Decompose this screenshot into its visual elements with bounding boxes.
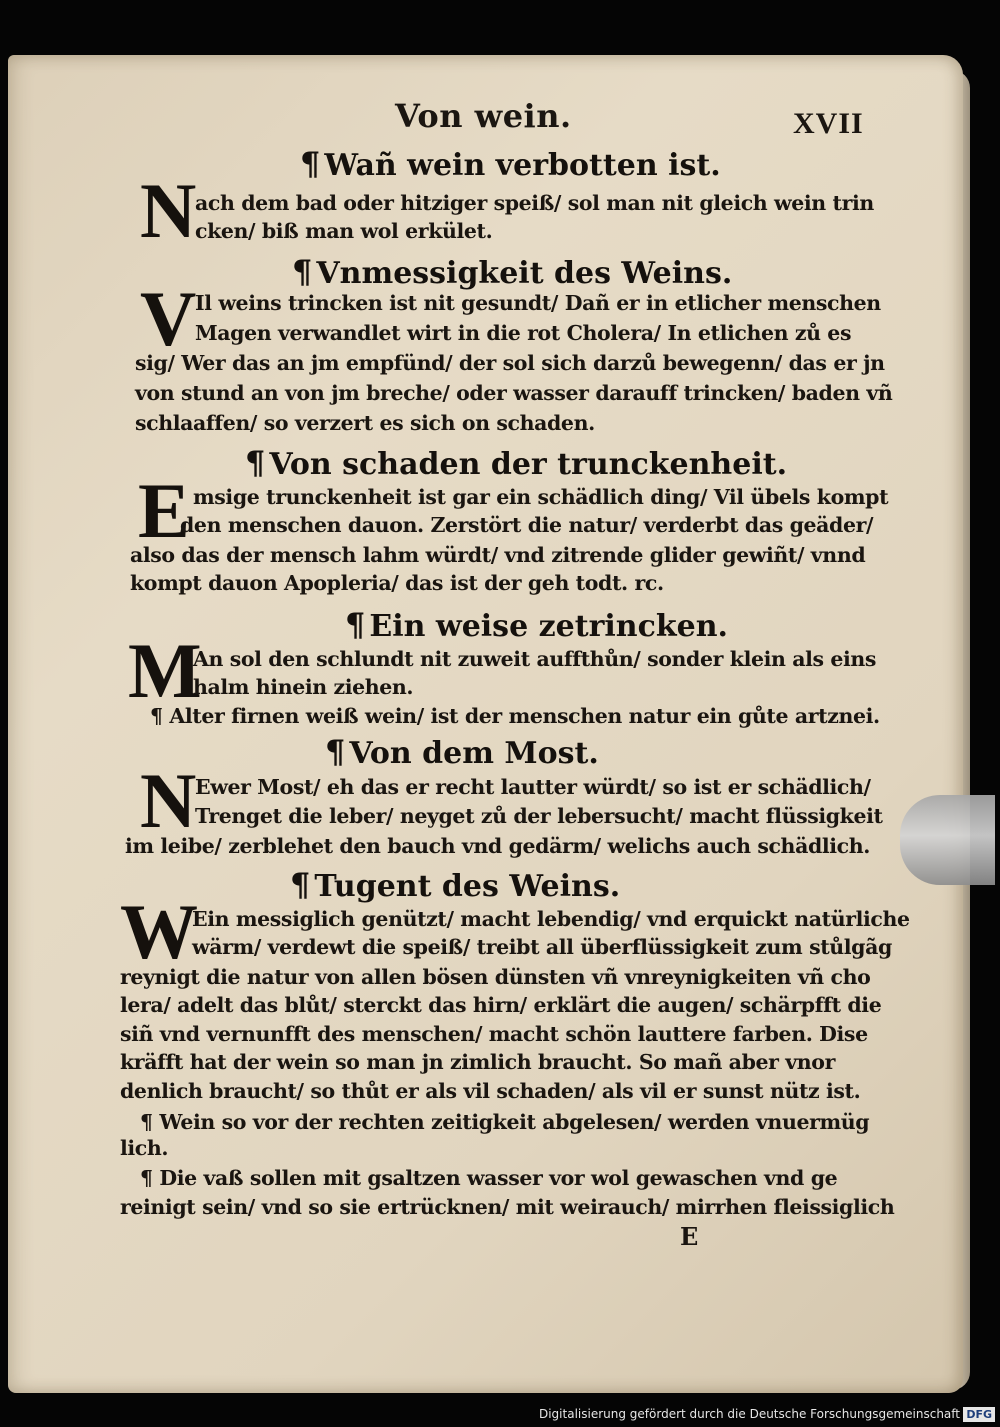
text-line: reinigt sein/ vnd so sie ertrücknen/ mit weirauch/ mirrhen fleissiglich bbox=[120, 1195, 895, 1219]
text-line: schlaaffen/ so verzert es sich on schaden. bbox=[135, 411, 595, 435]
initial-letter: E bbox=[138, 467, 191, 554]
footer-bar bbox=[0, 1401, 1000, 1427]
folio-number: XVII bbox=[793, 107, 864, 140]
pilcrow-icon: ¶ bbox=[325, 733, 346, 771]
text-line: Ewer Most/ eh das er recht lautter würdt/ so ist er schädlich/ bbox=[195, 775, 871, 799]
text-line: denlich braucht/ so thůt er als vil schaden/ als vil er sunst nütz ist. bbox=[120, 1079, 861, 1103]
text-line: ach dem bad oder hitziger speiß/ sol man nit gleich wein trin bbox=[195, 191, 874, 215]
text-line: ¶ Wein so vor der rechten zeitigkeit abgelesen/ werden vnuermüg bbox=[140, 1110, 870, 1134]
pilcrow-icon: ¶ bbox=[290, 866, 311, 904]
initial-letter: V bbox=[140, 275, 197, 362]
text-line: lich. bbox=[120, 1136, 169, 1160]
dfg-logo-icon: DFG bbox=[963, 1407, 995, 1422]
text-line: msige trunckenheit ist gar ein schädlich ding/ Vil übels kompt bbox=[193, 485, 889, 509]
initial-letter: N bbox=[140, 167, 197, 254]
text-line: im leibe/ zerblehet den bauch vnd gedärm/ welichs auch schädlich. bbox=[125, 834, 870, 858]
catchword: E bbox=[680, 1222, 699, 1251]
section-heading: ¶ Vnmessigkeit des Weins. bbox=[292, 253, 733, 291]
text-line: kräfft hat der wein so man jn zimlich braucht. So mañ aber vnor bbox=[120, 1050, 835, 1074]
text-line: halm hinein ziehen. bbox=[193, 675, 414, 699]
text-line: den menschen dauon. Zerstört die natur/ verderbt das geäder/ bbox=[180, 513, 874, 537]
running-head: Von wein. bbox=[395, 97, 572, 135]
text-line: kompt dauon Apopleria/ das ist der geh todt. rc. bbox=[130, 571, 664, 595]
initial-letter: W bbox=[120, 888, 198, 975]
text-line: ¶ Die vaß sollen mit gsaltzen wasser vor wol gewaschen vnd ge bbox=[140, 1166, 838, 1190]
section-heading: ¶ Von dem Most. bbox=[325, 733, 599, 771]
text-line: sig/ Wer das an jm empfünd/ der sol sich darzů bewegenn/ das er jn bbox=[135, 351, 885, 375]
pilcrow-icon: ¶ bbox=[300, 145, 321, 183]
text-line: reynigt die natur von allen bösen dünsten vñ vnreynigkeiten vñ cho bbox=[120, 965, 871, 989]
section-heading: ¶ Ein weise zetrincken. bbox=[345, 606, 728, 644]
pilcrow-icon: ¶ bbox=[345, 606, 366, 644]
text-line: Magen verwandlet wirt in die rot Cholera/ In etlichen zů es bbox=[195, 321, 852, 345]
text-line: ¶ Alter firnen weiß wein/ ist der menschen natur ein gůte artznei. bbox=[150, 704, 880, 728]
text-line: Ein messiglich genützt/ macht lebendig/ vnd erquickt natürliche bbox=[192, 907, 910, 931]
text-line: wärm/ verdewt die speiß/ treibt all überflüssigkeit zum stůlgãg bbox=[192, 935, 892, 959]
section-heading: ¶ Wañ wein verbotten ist. bbox=[300, 145, 721, 183]
text-line: siñ vnd vernunfft des menschen/ macht schön lauttere farben. Dise bbox=[120, 1022, 868, 1046]
text-line: cken/ biß man wol erkület. bbox=[195, 219, 493, 243]
text-line: Trenget die leber/ neyget zů der lebersucht/ macht flüssigkeit bbox=[195, 804, 883, 828]
initial-letter: N bbox=[140, 757, 197, 844]
footer-credit: Digitalisierung gefördert durch die Deutsche Forschungsgemeinschaft bbox=[538, 1407, 960, 1421]
section-heading: ¶ Tugent des Weins. bbox=[290, 866, 621, 904]
text-line: also das der mensch lahm würdt/ vnd zitrende glider gewiñt/ vnnd bbox=[130, 543, 866, 567]
text-line: An sol den schlundt nit zuweit auffthůn/ sonder klein als eins bbox=[193, 647, 877, 671]
pilcrow-icon: ¶ bbox=[292, 253, 313, 291]
text-line: lera/ adelt das blůt/ sterckt das hirn/ erklärt die augen/ schärpfft die bbox=[120, 993, 882, 1017]
text-line: von stund an von jm breche/ oder wasser darauff trincken/ baden vñ bbox=[135, 381, 893, 405]
pilcrow-icon: ¶ bbox=[245, 444, 266, 482]
text-line: Il weins trincken ist nit gesundt/ Dañ er in etlicher menschen bbox=[195, 291, 881, 315]
initial-letter: M bbox=[128, 627, 202, 714]
page-clip bbox=[900, 795, 995, 885]
section-heading: ¶ Von schaden der trunckenheit. bbox=[245, 444, 788, 482]
